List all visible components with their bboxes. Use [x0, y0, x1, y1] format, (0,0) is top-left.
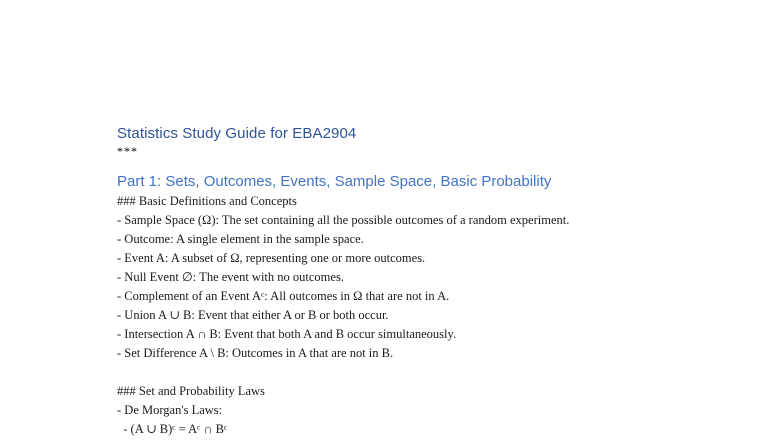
section-heading-basic-definitions: ### Basic Definitions and Concepts — [117, 194, 297, 208]
document-title: Statistics Study Guide for EBA2904 — [117, 125, 357, 142]
section-heading-set-probability-laws: ### Set and Probability Laws — [117, 384, 265, 398]
blank-line — [117, 363, 757, 382]
list-item: - Sample Space (Ω): The set containing all the possible outcomes of a random experiment. — [117, 213, 570, 227]
list-item: - (A ∪ B)ᶜ = Aᶜ ∩ Bᶜ — [117, 422, 228, 436]
list-item: - Outcome: A single element in the sample space. — [117, 232, 364, 246]
document-content — [117, 124, 757, 439]
separator: *** — [117, 144, 138, 158]
list-item: - Event A: A subset of Ω, representing one or more outcomes. — [117, 251, 426, 265]
list-item: - Complement of an Event Aᶜ: All outcomes in Ω that are not in A. — [117, 289, 450, 303]
list-item: - De Morgan's Laws: — [117, 403, 223, 417]
list-item: - Set Difference A \ B: Outcomes in A that are not in B. — [117, 346, 394, 360]
part-1-heading: Part 1: Sets, Outcomes, Events, Sample Space, Basic Probability — [117, 173, 552, 190]
list-item: - Union A ∪ B: Event that either A or B or both occur. — [117, 308, 389, 322]
list-item: - Intersection A ∩ B: Event that both A and B occur simultaneously. — [117, 327, 457, 341]
list-item: - Null Event ∅: The event with no outcomes. — [117, 270, 344, 284]
